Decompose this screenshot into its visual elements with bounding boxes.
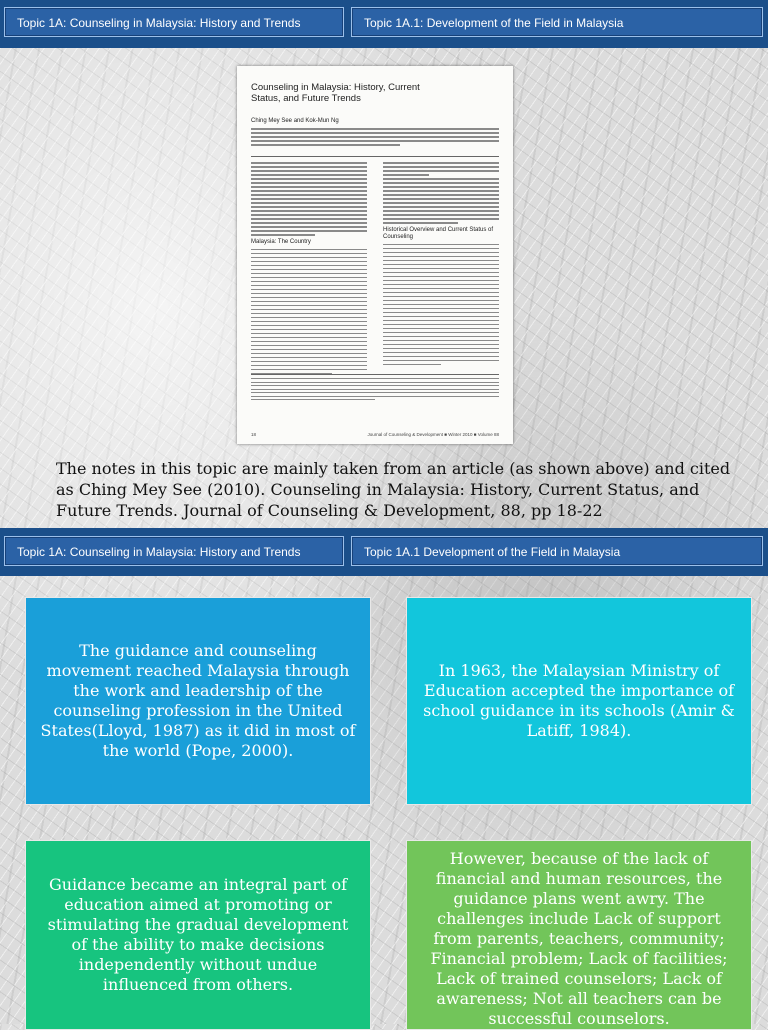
article-citation-caption: The notes in this topic are mainly taken from an article (as shown above) and cited as Ching Mey See (2010). Counseling in Malaysia: History, Current Status, and Future Trends. Journal of Counseling & Development, 88, pp 18-22	[56, 459, 731, 520]
card-ministry-text: In 1963, the Malaysian Ministry of Education accepted the importance of school guidance in its schools (Amir & Latiff, 1984).	[423, 661, 735, 740]
card-ministry-1963	[406, 597, 752, 805]
article-rule	[251, 156, 499, 157]
card-challenges-text: However, because of the lack of financial and human resources, the guidance plans went awry. The challenges include Lack of support from parents, teachers, community; Financial problem; Lack of facilities; Lack of trained counselors; Lack of awareness; Not all teachers can be successful counselors.	[430, 849, 728, 1028]
slide1-header-left: Topic 1A: Counseling in Malaysia: History and Trends	[4, 7, 344, 37]
slide2-header-left: Topic 1A: Counseling in Malaysia: History and Trends	[4, 536, 344, 566]
card-movement-text: The guidance and counseling movement reached Malaysia through the work and leadership of the counseling profession in the United States(Lloyd, 1987) as it did in most of the world (Pope, 2000).	[40, 641, 356, 760]
article-abstract	[251, 128, 499, 148]
article-column-left	[251, 162, 367, 377]
slide2-header-right: Topic 1A.1 Development of the Field in Malaysia	[351, 536, 763, 566]
card-movement-reached-malaysia	[25, 597, 371, 805]
article-footer	[251, 432, 499, 437]
card-challenges	[406, 840, 752, 1030]
article-title: Counseling in Malaysia: History, Current Status, and Future Trends	[251, 82, 420, 104]
article-section-country: Malaysia: The Country	[251, 238, 311, 245]
article-page-number: 18	[251, 432, 257, 437]
article-journal-line: Journal of Counseling & Development ■ Winter 2010 ■ Volume 88	[367, 432, 499, 437]
article-footnote-rule	[251, 374, 499, 375]
article-image	[237, 66, 513, 444]
card-guidance-integral	[25, 840, 371, 1030]
slide1-header-right: Topic 1A.1: Development of the Field in Malaysia	[351, 7, 763, 37]
article-column-right	[383, 162, 499, 368]
card-guidance-text: Guidance became an integral part of education aimed at promoting or stimulating the gradual development of the ability to make decisions independently without undue influenced from others.	[47, 875, 349, 994]
article-section-history: Historical Overview and Current Status of Counseling	[383, 226, 494, 240]
article-authors: Ching Mey See and Kok-Mun Ng	[251, 118, 339, 124]
article-footnote	[251, 378, 499, 403]
